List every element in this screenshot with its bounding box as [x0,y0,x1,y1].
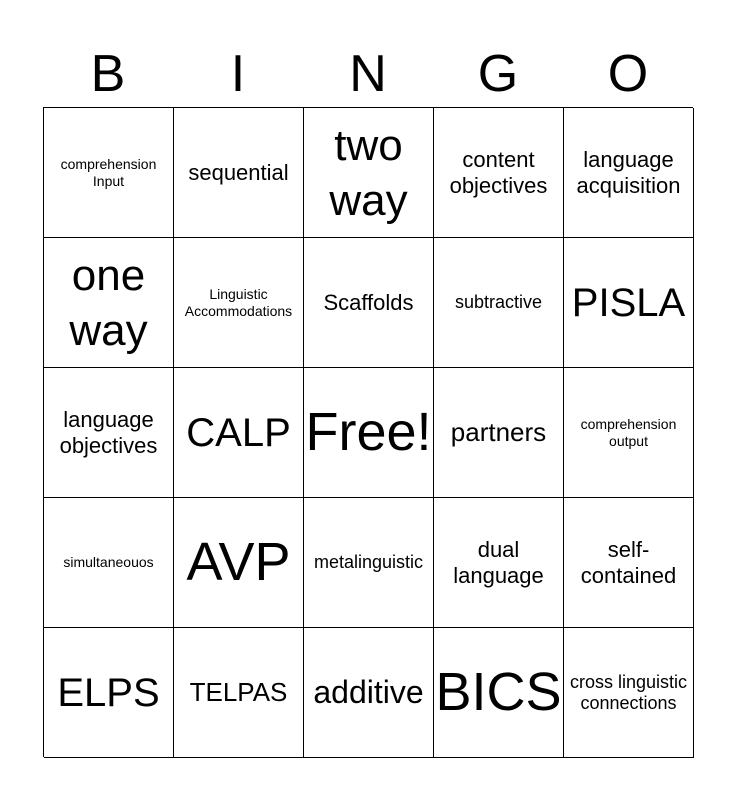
bingo-cell[interactable]: cross linguistic connections [564,628,694,758]
bingo-cell-free[interactable]: Free! [304,368,434,498]
bingo-cell[interactable]: Linguistic Accommodations [174,238,304,368]
bingo-cell[interactable]: sequential [174,108,304,238]
bingo-cell[interactable]: dual language [434,498,564,628]
bingo-cell[interactable]: ELPS [44,628,174,758]
bingo-cell[interactable]: one way [44,238,174,368]
header-letter-n: N [349,45,387,103]
bingo-cell[interactable]: simultaneouos [44,498,174,628]
bingo-cell[interactable]: subtractive [434,238,564,368]
bingo-cell[interactable]: self-contained [564,498,694,628]
bingo-cell[interactable]: CALP [174,368,304,498]
bingo-cell[interactable]: AVP [174,498,304,628]
bingo-cell[interactable]: comprehension Input [44,108,174,238]
bingo-cell[interactable]: two way [304,108,434,238]
bingo-cell[interactable]: TELPAS [174,628,304,758]
header-letter-b: B [90,45,126,103]
bingo-card-grid [43,107,693,757]
bingo-cell[interactable]: partners [434,368,564,498]
bingo-cell[interactable]: comprehension output [564,368,694,498]
bingo-cell[interactable]: PISLA [564,238,694,368]
bingo-cell[interactable]: metalinguistic [304,498,434,628]
bingo-cell[interactable]: content objectives [434,108,564,238]
bingo-cell[interactable]: Scaffolds [304,238,434,368]
bingo-cell[interactable]: language acquisition [564,108,694,238]
bingo-cell[interactable]: additive [304,628,434,758]
bingo-header [43,42,693,106]
header-letter-i: I [230,45,246,103]
bingo-cell[interactable]: BICS [434,628,564,758]
header-letter-o: O [607,45,649,103]
bingo-cell[interactable]: language objectives [44,368,174,498]
header-letter-g: G [477,45,519,103]
